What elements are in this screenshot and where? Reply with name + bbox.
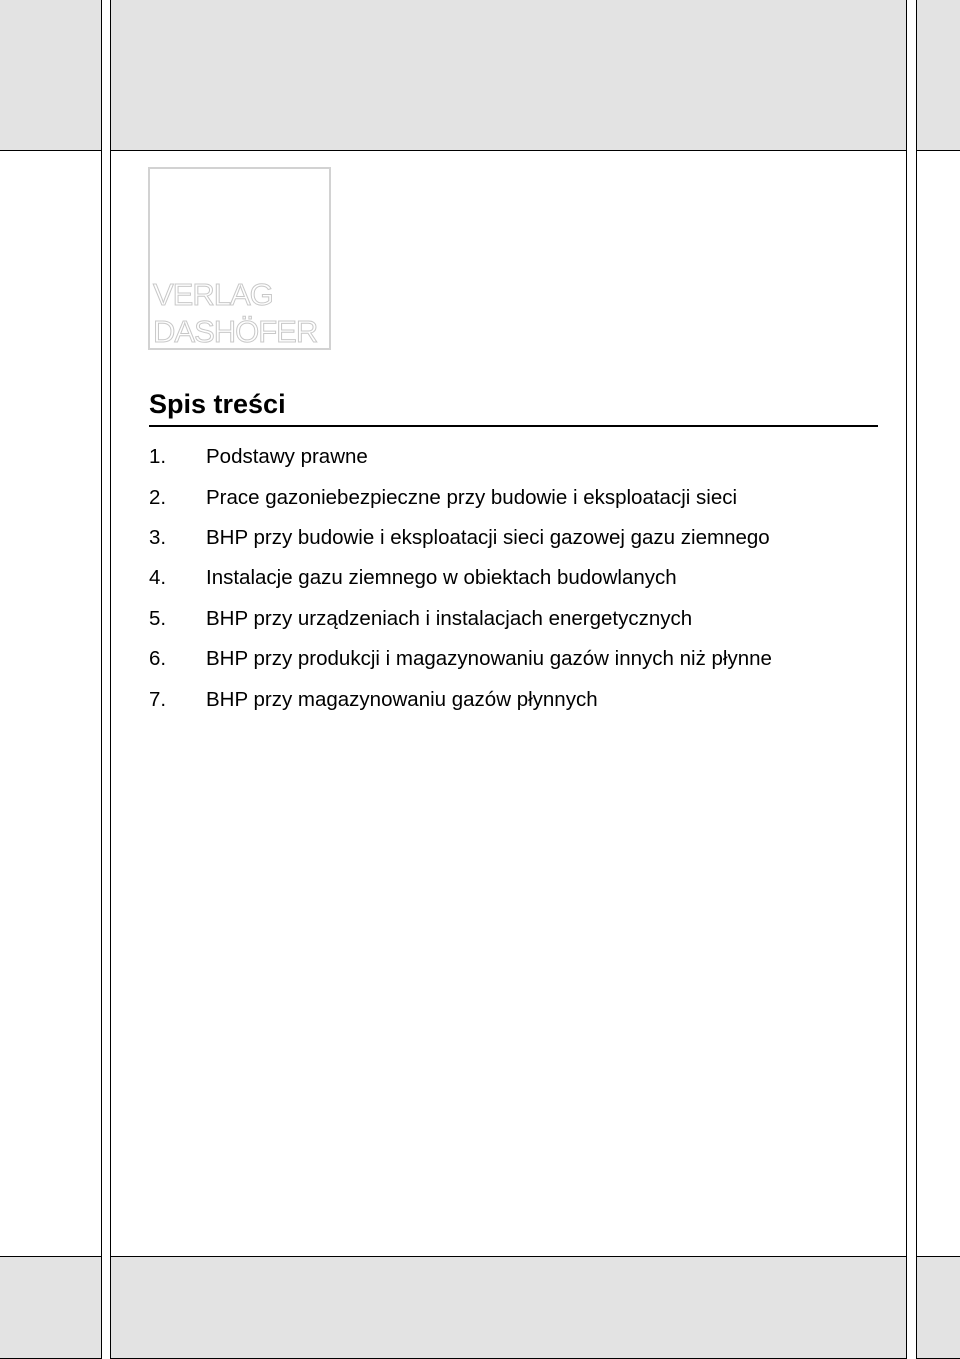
toc-item-2 xyxy=(149,477,772,517)
frame-line-left-inner xyxy=(110,0,111,1357)
corner-box-top-center xyxy=(110,0,907,151)
toc-item-number: 7. xyxy=(149,687,167,711)
toc-item-label: Prace gazoniebezpieczne przy budowie i eksploatacji sieci xyxy=(206,485,738,509)
logo-line-2: DASHÖFER xyxy=(153,314,318,349)
toc-item-number: 6. xyxy=(149,647,167,671)
title-divider xyxy=(149,425,878,427)
toc-item-number: 3. xyxy=(149,525,167,549)
toc-title: Spis treści xyxy=(149,389,286,419)
toc-item-6 xyxy=(149,639,772,679)
frame-line-left xyxy=(101,0,102,1357)
corner-box-top-right xyxy=(916,0,960,151)
toc-item-4 xyxy=(149,558,772,598)
toc-item-label: BHP przy urządzeniach i instalacjach energetycznych xyxy=(206,606,693,630)
frame-line-right xyxy=(916,0,917,1357)
toc-item-7 xyxy=(149,679,772,719)
toc-list xyxy=(149,437,772,720)
toc-item-1 xyxy=(149,437,772,477)
toc-item-number: 1. xyxy=(149,445,167,469)
toc-item-3 xyxy=(149,518,772,558)
frame-line-right-inner xyxy=(906,0,907,1357)
toc-item-label: Instalacje gazu ziemnego w obiektach budowlanych xyxy=(206,566,677,590)
corner-box-bottom-left xyxy=(0,1256,102,1359)
logo-wordmark xyxy=(153,276,317,350)
toc-item-number: 2. xyxy=(149,485,167,509)
logo-line-1: VERLAG xyxy=(153,277,273,312)
toc-item-label: BHP przy magazynowaniu gazów płynnych xyxy=(206,687,598,711)
toc-item-number: 5. xyxy=(149,606,167,630)
corner-box-bottom-right xyxy=(916,1256,960,1359)
corner-box-bottom-center xyxy=(110,1256,907,1359)
publisher-logo xyxy=(148,167,331,350)
corner-box-top-left xyxy=(0,0,102,151)
toc-item-label: Podstawy prawne xyxy=(206,445,368,469)
toc-item-number: 4. xyxy=(149,566,167,590)
toc-item-label: BHP przy produkcji i magazynowaniu gazów innych niż płynne xyxy=(206,647,772,671)
toc-item-5 xyxy=(149,599,772,639)
toc-item-label: BHP przy budowie i eksploatacji sieci gazowej gazu ziemnego xyxy=(206,525,770,549)
